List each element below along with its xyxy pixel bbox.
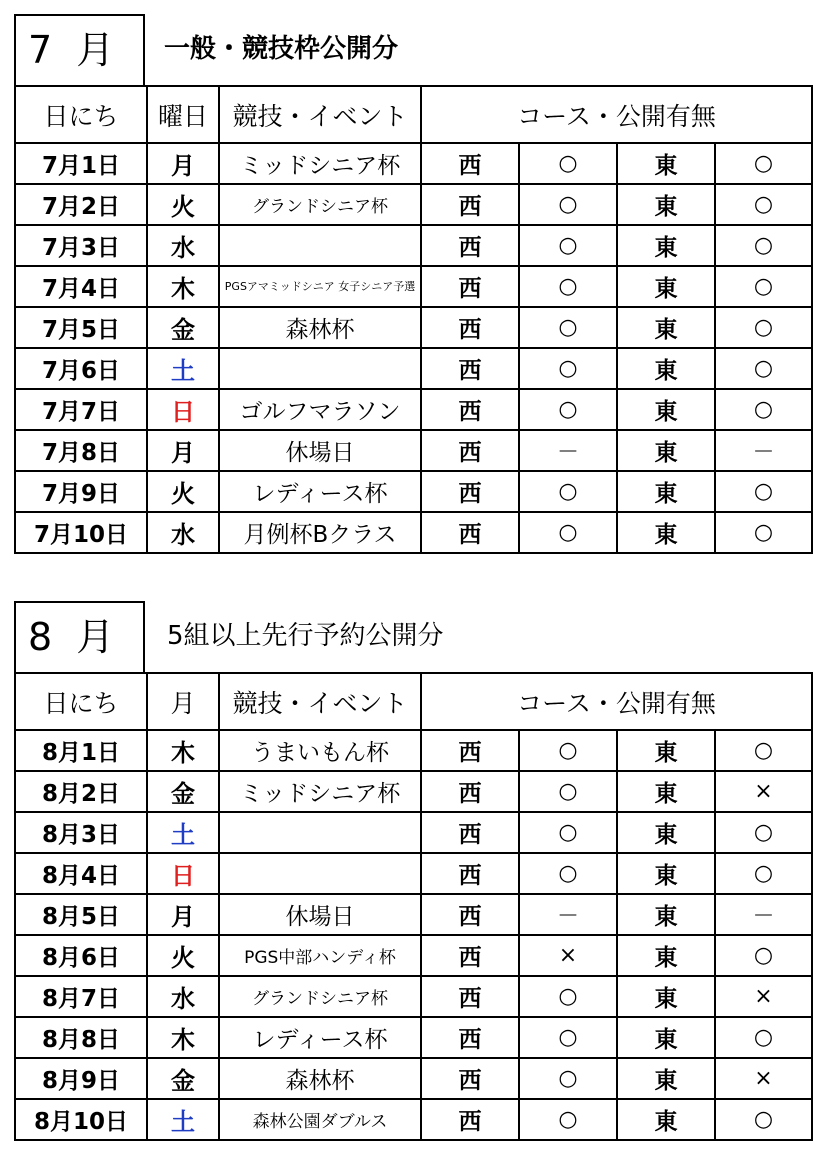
east-course-cell: 東 xyxy=(617,143,715,184)
event-cell: グランドシニア杯 xyxy=(219,976,421,1017)
july-header-row xyxy=(15,86,812,143)
west-course-cell: 西 xyxy=(421,307,519,348)
weekday-cell: 金 xyxy=(147,1058,219,1099)
weekday-cell: 水 xyxy=(147,225,219,266)
west-course-cell: 西 xyxy=(421,471,519,512)
weekday-cell: 土 xyxy=(147,348,219,389)
event-cell: 森林杯 xyxy=(219,307,421,348)
event-cell: グランドシニア杯 xyxy=(219,184,421,225)
east-status-cell: ○ xyxy=(715,730,812,771)
weekday-cell: 水 xyxy=(147,512,219,553)
date-cell: 7月5日 xyxy=(15,307,147,348)
east-course-cell: 東 xyxy=(617,730,715,771)
west-course-cell: 西 xyxy=(421,1058,519,1099)
date-cell: 8月4日 xyxy=(15,853,147,894)
date-cell: 7月4日 xyxy=(15,266,147,307)
east-course-cell: 東 xyxy=(617,471,715,512)
date-cell: 7月7日 xyxy=(15,389,147,430)
date-cell: 8月10日 xyxy=(15,1099,147,1140)
event-cell: PGSアマミッドシニア 女子シニア予選 xyxy=(219,266,421,307)
west-course-cell: 西 xyxy=(421,389,519,430)
date-cell: 8月9日 xyxy=(15,1058,147,1099)
east-status-cell: × xyxy=(715,1058,812,1099)
west-status-cell: ○ xyxy=(519,266,617,307)
east-course-cell: 東 xyxy=(617,894,715,935)
east-course-cell: 東 xyxy=(617,1017,715,1058)
east-course-cell: 東 xyxy=(617,266,715,307)
header-date: 日にち xyxy=(15,86,147,143)
weekday-cell: 木 xyxy=(147,266,219,307)
july-month-label xyxy=(14,14,145,85)
table-row xyxy=(15,471,812,512)
east-status-cell: ○ xyxy=(715,266,812,307)
weekday-cell: 金 xyxy=(147,771,219,812)
header-event: 競技・イベント xyxy=(219,673,421,730)
august-title: 5組以上先行予約公開分 xyxy=(167,621,444,651)
table-row xyxy=(15,976,812,1017)
west-status-cell: ○ xyxy=(519,1058,617,1099)
date-cell: 7月2日 xyxy=(15,184,147,225)
west-course-cell: 西 xyxy=(421,512,519,553)
date-cell: 8月2日 xyxy=(15,771,147,812)
west-status-cell: ○ xyxy=(519,976,617,1017)
east-status-cell: × xyxy=(715,976,812,1017)
west-course-cell: 西 xyxy=(421,853,519,894)
west-course-cell: 西 xyxy=(421,812,519,853)
west-status-cell: ○ xyxy=(519,853,617,894)
table-row xyxy=(15,430,812,471)
west-course-cell: 西 xyxy=(421,935,519,976)
august-rows xyxy=(15,730,812,1140)
east-course-cell: 東 xyxy=(617,853,715,894)
table-row xyxy=(15,894,812,935)
event-cell: 森林杯 xyxy=(219,1058,421,1099)
west-status-cell: ○ xyxy=(519,812,617,853)
west-course-cell: 西 xyxy=(421,143,519,184)
west-course-cell: 西 xyxy=(421,894,519,935)
west-course-cell: 西 xyxy=(421,184,519,225)
weekday-cell: 水 xyxy=(147,976,219,1017)
table-row xyxy=(15,1099,812,1140)
west-course-cell: 西 xyxy=(421,266,519,307)
east-course-cell: 東 xyxy=(617,1099,715,1140)
east-status-cell: ○ xyxy=(715,307,812,348)
event-cell: ミッドシニア杯 xyxy=(219,143,421,184)
west-status-cell: ○ xyxy=(519,307,617,348)
table-row xyxy=(15,184,812,225)
event-cell xyxy=(219,225,421,266)
west-status-cell: ○ xyxy=(519,771,617,812)
date-cell: 8月6日 xyxy=(15,935,147,976)
weekday-cell: 土 xyxy=(147,1099,219,1140)
east-course-cell: 東 xyxy=(617,1058,715,1099)
west-status-cell: × xyxy=(519,935,617,976)
east-course-cell: 東 xyxy=(617,307,715,348)
table-row xyxy=(15,771,812,812)
weekday-cell: 日 xyxy=(147,389,219,430)
west-course-cell: 西 xyxy=(421,348,519,389)
august-title-row xyxy=(14,601,811,672)
table-row xyxy=(15,266,812,307)
table-row xyxy=(15,512,812,553)
table-row xyxy=(15,348,812,389)
east-status-cell: ○ xyxy=(715,184,812,225)
east-course-cell: 東 xyxy=(617,976,715,1017)
july-rows xyxy=(15,143,812,553)
west-status-cell: － xyxy=(519,430,617,471)
east-status-cell: ○ xyxy=(715,348,812,389)
east-status-cell: ○ xyxy=(715,143,812,184)
weekday-cell: 木 xyxy=(147,730,219,771)
date-cell: 8月7日 xyxy=(15,976,147,1017)
west-course-cell: 西 xyxy=(421,1099,519,1140)
east-status-cell: ○ xyxy=(715,935,812,976)
west-course-cell: 西 xyxy=(421,1017,519,1058)
table-row xyxy=(15,307,812,348)
east-status-cell: ○ xyxy=(715,1017,812,1058)
july-section xyxy=(14,14,811,554)
east-status-cell: － xyxy=(715,430,812,471)
east-course-cell: 東 xyxy=(617,430,715,471)
header-course: コース・公開有無 xyxy=(421,86,812,143)
table-row xyxy=(15,143,812,184)
east-course-cell: 東 xyxy=(617,348,715,389)
weekday-cell: 金 xyxy=(147,307,219,348)
east-status-cell: ○ xyxy=(715,1099,812,1140)
event-cell: 休場日 xyxy=(219,430,421,471)
august-month-number: 8 xyxy=(28,615,55,659)
header-event: 競技・イベント xyxy=(219,86,421,143)
east-status-cell: ○ xyxy=(715,225,812,266)
header-course: コース・公開有無 xyxy=(421,673,812,730)
date-cell: 8月5日 xyxy=(15,894,147,935)
west-course-cell: 西 xyxy=(421,730,519,771)
event-cell: ゴルフマラソン xyxy=(219,389,421,430)
july-title: 一般・競技枠公開分 xyxy=(164,34,399,64)
date-cell: 7月6日 xyxy=(15,348,147,389)
date-cell: 7月1日 xyxy=(15,143,147,184)
east-status-cell: ○ xyxy=(715,812,812,853)
west-status-cell: ○ xyxy=(519,471,617,512)
west-status-cell: ○ xyxy=(519,184,617,225)
table-row xyxy=(15,1058,812,1099)
east-course-cell: 東 xyxy=(617,184,715,225)
table-row xyxy=(15,1017,812,1058)
west-status-cell: ○ xyxy=(519,143,617,184)
date-cell: 8月1日 xyxy=(15,730,147,771)
east-course-cell: 東 xyxy=(617,812,715,853)
weekday-cell: 火 xyxy=(147,935,219,976)
event-cell: レディース杯 xyxy=(219,471,421,512)
july-month-char: 月 xyxy=(76,28,117,72)
west-course-cell: 西 xyxy=(421,976,519,1017)
event-cell: 休場日 xyxy=(219,894,421,935)
july-title-row xyxy=(14,14,811,85)
west-course-cell: 西 xyxy=(421,225,519,266)
event-cell: レディース杯 xyxy=(219,1017,421,1058)
august-month-char: 月 xyxy=(76,615,117,659)
west-status-cell: ○ xyxy=(519,225,617,266)
weekday-cell: 火 xyxy=(147,471,219,512)
east-course-cell: 東 xyxy=(617,771,715,812)
weekday-cell: 月 xyxy=(147,430,219,471)
east-status-cell: ○ xyxy=(715,389,812,430)
event-cell xyxy=(219,853,421,894)
west-status-cell: ○ xyxy=(519,1017,617,1058)
table-row xyxy=(15,225,812,266)
date-cell: 8月8日 xyxy=(15,1017,147,1058)
july-month-number: 7 xyxy=(28,28,55,72)
east-status-cell: ○ xyxy=(715,853,812,894)
weekday-cell: 日 xyxy=(147,853,219,894)
west-status-cell: － xyxy=(519,894,617,935)
east-course-cell: 東 xyxy=(617,389,715,430)
date-cell: 7月9日 xyxy=(15,471,147,512)
west-status-cell: ○ xyxy=(519,730,617,771)
header-date: 日にち xyxy=(15,673,147,730)
west-status-cell: ○ xyxy=(519,348,617,389)
august-header-row xyxy=(15,673,812,730)
event-cell xyxy=(219,348,421,389)
event-cell: 月例杯Bクラス xyxy=(219,512,421,553)
header-youbi: 月 xyxy=(147,673,219,730)
event-cell xyxy=(219,812,421,853)
east-course-cell: 東 xyxy=(617,935,715,976)
east-course-cell: 東 xyxy=(617,512,715,553)
east-status-cell: ○ xyxy=(715,512,812,553)
event-cell: PGS中部ハンディ杯 xyxy=(219,935,421,976)
event-cell: ミッドシニア杯 xyxy=(219,771,421,812)
date-cell: 7月3日 xyxy=(15,225,147,266)
table-row xyxy=(15,389,812,430)
east-status-cell: － xyxy=(715,894,812,935)
weekday-cell: 月 xyxy=(147,143,219,184)
west-status-cell: ○ xyxy=(519,389,617,430)
event-cell: うまいもん杯 xyxy=(219,730,421,771)
july-schedule-table xyxy=(14,85,813,554)
weekday-cell: 木 xyxy=(147,1017,219,1058)
weekday-cell: 土 xyxy=(147,812,219,853)
date-cell: 7月8日 xyxy=(15,430,147,471)
event-cell: 森林公園ダブルス xyxy=(219,1099,421,1140)
east-course-cell: 東 xyxy=(617,225,715,266)
table-row xyxy=(15,730,812,771)
august-schedule-table xyxy=(14,672,813,1141)
table-row xyxy=(15,812,812,853)
header-youbi: 曜日 xyxy=(147,86,219,143)
august-month-label xyxy=(14,601,145,672)
west-status-cell: ○ xyxy=(519,1099,617,1140)
west-status-cell: ○ xyxy=(519,512,617,553)
east-status-cell: ○ xyxy=(715,471,812,512)
weekday-cell: 火 xyxy=(147,184,219,225)
west-course-cell: 西 xyxy=(421,771,519,812)
date-cell: 7月10日 xyxy=(15,512,147,553)
east-status-cell: × xyxy=(715,771,812,812)
table-row xyxy=(15,853,812,894)
west-course-cell: 西 xyxy=(421,430,519,471)
table-row xyxy=(15,935,812,976)
august-section xyxy=(14,601,811,1141)
weekday-cell: 月 xyxy=(147,894,219,935)
date-cell: 8月3日 xyxy=(15,812,147,853)
